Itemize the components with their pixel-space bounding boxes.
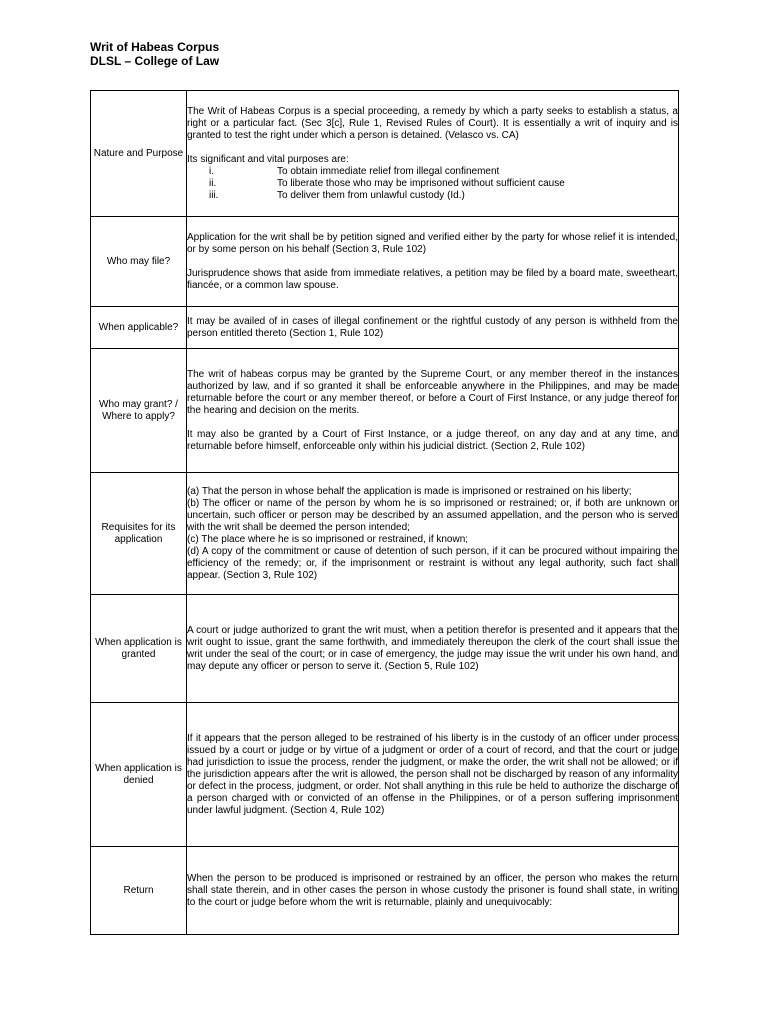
- row-content-when-granted: [187, 595, 679, 703]
- table-row: [91, 307, 679, 349]
- requisite-b: (b) The officer or name of the person by whom he is so imprisoned or restrained; or, if both are unknown or uncertain, such officer or person may be described by an assumed appellation, and the person who is served with the writ shall be deemed the person intended;: [187, 497, 678, 533]
- notes-table: [90, 90, 679, 935]
- purposes-intro: Its significant and vital purposes are:: [187, 153, 349, 165]
- table-row: [91, 91, 679, 217]
- purposes-list: [187, 166, 678, 202]
- row-label-who-may-grant: Who may grant? / Where to apply?: [91, 349, 187, 473]
- who-may-file-p1: Application for the writ shall be by petition signed and verified either by the party for whose relief it is intended, or by some person on his behalf (Section 3, Rule 102): [187, 231, 678, 255]
- when-granted-text: A court or judge authorized to grant the writ must, when a petition therefor is presented and it appears that the writ ought to issue, grant the same forthwith, and immediately thereupon the clerk of the court shall issue the writ under the seal of the court; or in case of emergency, the judge may issue the writ under his own hand, and may depute any officer or person to serve it. (Section 5, Rule 102): [187, 624, 678, 672]
- table-row: [91, 595, 679, 703]
- row-content-nature: [187, 91, 679, 217]
- row-label-return: Return: [91, 847, 187, 935]
- when-applicable-text: It may be availed of in cases of illegal confinement or the rightful custody of any person is withheld from the person entitled thereto (Section 1, Rule 102): [187, 315, 678, 339]
- who-may-file-p2: Jurisprudence shows that aside from immediate relatives, a petition may be filed by a board mate, sweetheart, fiancée, or a common law spouse.: [187, 267, 678, 291]
- row-label-when-applicable: When applicable?: [91, 307, 187, 349]
- document-header: [90, 40, 219, 68]
- table-row: [91, 473, 679, 595]
- purposes-block: [187, 154, 678, 166]
- list-item: i. To obtain immediate relief from illegal confinement: [209, 165, 500, 177]
- row-label-requisites: Requisites for its application: [91, 473, 187, 595]
- return-text: When the person to be produced is imprisoned or restrained by an officer, the person who makes the return shall state therein, and in other cases the person in whose custody the prisoner is found shall state, in writing to the court or judge before whom the writ is returnable, plainly and unequivocably:: [187, 872, 678, 908]
- list-item: iii. To deliver them from unlawful custody (Id.): [209, 189, 465, 201]
- row-content-when-applicable: [187, 307, 679, 349]
- table-row: [91, 847, 679, 935]
- row-content-return: [187, 847, 679, 935]
- row-content-who-may-grant: [187, 349, 679, 473]
- requisite-c: (c) The place where he is so imprisoned or restrained, if known;: [187, 533, 469, 545]
- table-row: [91, 349, 679, 473]
- row-label-nature: Nature and Purpose: [91, 91, 187, 217]
- table-row: [91, 703, 679, 847]
- when-denied-text: If it appears that the person alleged to be restrained of his liberty is in the custody of an officer under process issued by a court or judge or by virtue of a judgment or order of a court of record, and that the court or judge had jurisdiction to issue the process, render the judgment, or make the order, the writ shall not be allowed; or if the jurisdiction appears after the writ is allowed, the person shall not be discharged by reason of any informality or defect in the process, judgment, or order. Not shall anything in this rule be held to authorize the discharge of a person charged with or convicted of an offense in the Philippines, or of a person suffering imprisonment under lawful judgment. (Section 4, Rule 102): [187, 732, 678, 816]
- nature-paragraph: The Writ of Habeas Corpus is a special proceeding, a remedy by which a party seeks to establish a status, a right or a particular fact. (Sec 3[c], Rule 1, Revised Rules of Court). It is essentially a writ of inquiry and is granted to test the right under which a person is detained. (Velasco vs. CA): [187, 105, 678, 141]
- row-label-when-granted: When application is granted: [91, 595, 187, 703]
- requisite-a: (a) That the person in whose behalf the application is made is imprisoned or restrained on his liberty;: [187, 485, 632, 497]
- who-may-grant-p2: It may also be granted by a Court of First Instance, or a judge thereof, on any day and at any time, and returnable before himself, enforceable only within his judicial district. (Section 2, Rule 102): [187, 428, 678, 452]
- requisite-d: (d) A copy of the commitment or cause of detention of such person, if it can be procured without impairing the efficiency of the remedy; or, if the imprisonment or restraint is without any legal authority, such fact shall appear. (Section 3, Rule 102): [187, 545, 678, 581]
- row-label-who-may-file: Who may file?: [91, 217, 187, 307]
- list-item: ii. To liberate those who may be imprisoned without sufficient cause: [209, 177, 565, 189]
- document-subtitle: DLSL – College of Law: [90, 54, 220, 68]
- row-content-when-denied: [187, 703, 679, 847]
- table-row: [91, 217, 679, 307]
- row-label-when-denied: When application is denied: [91, 703, 187, 847]
- row-content-requisites: [187, 473, 679, 595]
- row-content-who-may-file: [187, 217, 679, 307]
- who-may-grant-p1: The writ of habeas corpus may be granted by the Supreme Court, or any member thereof in the instances authorized by law, and if so granted it shall be enforceable anywhere in the Philippines, and may be made returnable before the court or any member thereof, or before a Court of First Instance, or any judge thereof for the hearing and decision on the merits.: [187, 368, 678, 416]
- document-title: Writ of Habeas Corpus: [90, 40, 220, 54]
